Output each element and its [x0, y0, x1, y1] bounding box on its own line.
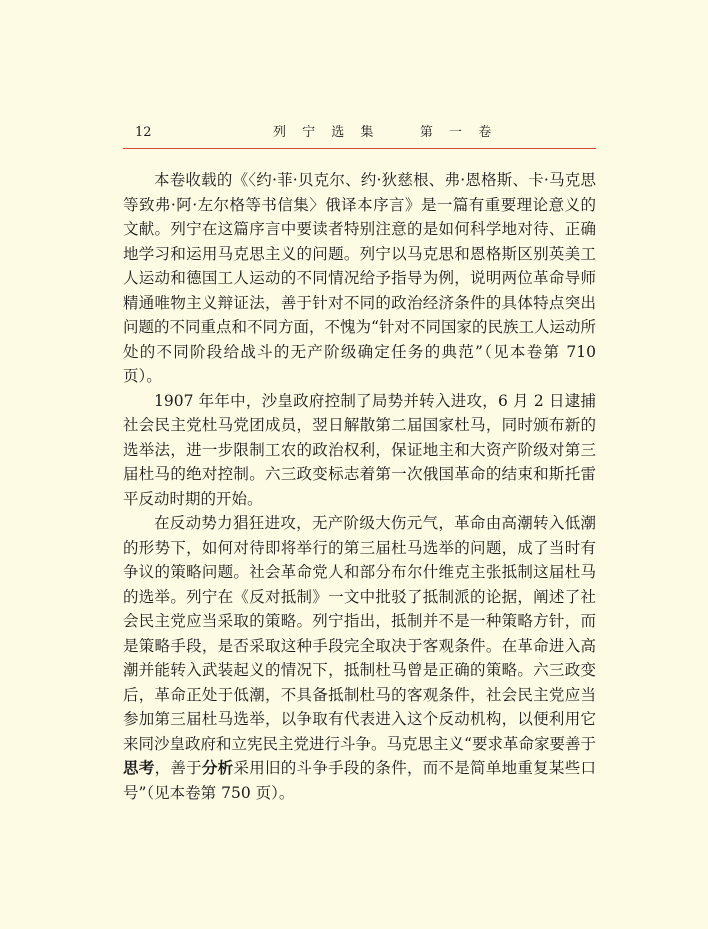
page-number: 12: [135, 125, 152, 140]
paragraph-1: 本卷收载的《〈约·菲·贝克尔、约·狄慈根、弗·恩格斯、卡·马克思等致弗·阿·左尔格等书信集〉俄译本序言》是一篇有重要理论意义的文献。列宁在这篇序言中要读者特别注意的是如何科学地对待、正确地学习和运用马克思主义的问题。列宁以马克思和恩格斯区别英美工人运动和德国工人运动的不同情况给予指导为例，说明两位革命导师精通唯物主义辩证法，善于针对不同的政治经济条件的具体特点突出问题的不同重点和不同方面，不愧为“针对不同国家的民族工人运动所处的不同阶段给战斗的无产阶级确定任务的典范”（见本卷第 710 页）。: [123, 171, 596, 385]
paragraph-3-text-before: 在反动势力猖狂进攻，无产阶级大伤元气，革命由高潮转入低潮的形势下，如何对待即将举行的第三届杜马选举的问题，成了当时有争议的策略问题。社会革命党人和部分布尔什维克主张抵制这届杜马的选举。列宁在《反对抵制》一文中批驳了抵制派的论据，阐述了社会民主党应当采取的策略。列宁指出，抵制并不是一种策略方针，而是策略手段，是否采取这种手段完全取决于客观条件。在革命进入高潮并能转入武装起义的情况下，抵制杜马曾是正确的策略。六三政变后，革命正处于低潮，不具备抵制杜马的客观条件，社会民主党应当参加第三届杜马选举，以争取有代表进入这个反动机构，以便利用它来同沙皇政府和立宪民主党进行斗争。马克思主义“要求革命家要善于: [123, 514, 596, 753]
paragraph-3-text-after: 采用旧的斗争手段的条件，而不是简单地重复某些口号”（见本卷第 750 页）。: [123, 759, 596, 802]
paragraph-2: 1907 年年中，沙皇政府控制了局势并转入进攻，6 月 2 日逮捕社会民主党杜马党团成员，翌日解散第二届国家杜马，同时颁布新的选举法，进一步限制工农的政治权利，保证地主和大资产阶级对第三届杜马的绝对控制。六三政变标志着第一次俄国革命的结束和斯托雷平反动时期的开始。: [123, 391, 596, 508]
body-text: [123, 168, 596, 805]
paragraph-3-text-middle: ，善于: [154, 759, 202, 777]
book-title: 列 宁 选 集 第 一 卷: [273, 125, 498, 140]
paragraph-3: [123, 511, 596, 805]
emphasis-analyze: 分析: [201, 758, 234, 777]
running-head: [123, 124, 596, 149]
emphasis-think: 思考: [123, 758, 155, 777]
